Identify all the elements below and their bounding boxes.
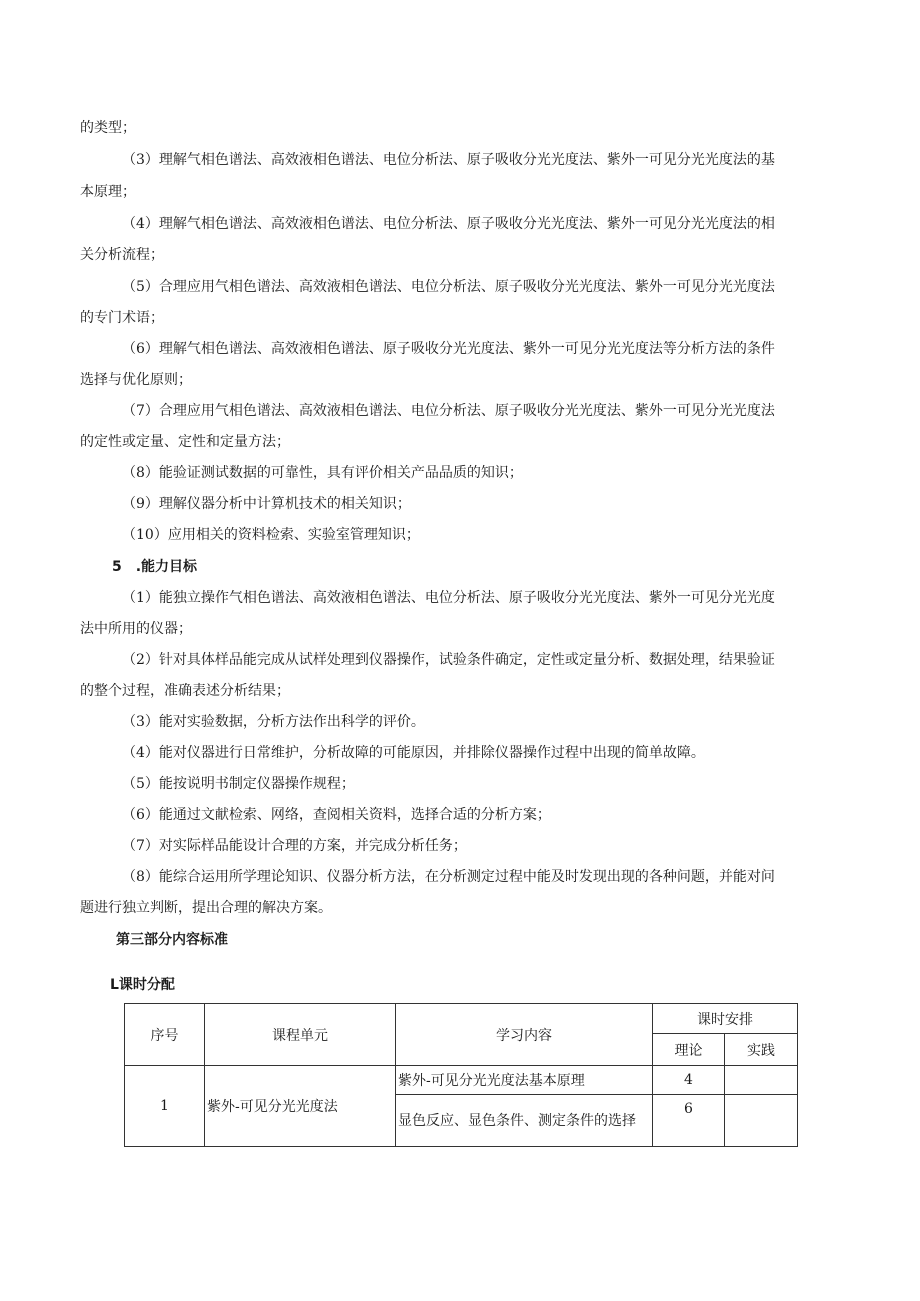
class-hours-table [124,1003,798,1147]
header-practice: 实践 [725,1034,798,1066]
text-line: （3）理解气相色谱法、高效液相色谱法、电位分析法、原子吸收分光光度法、紫外一可见分光光度法的基 [122,152,775,168]
subsection-title: L课时分配 [110,977,175,993]
text-line: 题进行独立判断，提出合理的解决方案。 [80,900,332,916]
text-line: 的整个过程，准确表述分析结果； [80,683,290,699]
text-line: （7）合理应用气相色谱法、高效液相色谱法、电位分析法、原子吸收分光光度法、紫外一可见分光光度法 [122,403,775,419]
text-line: 的专门术语； [80,310,164,326]
text-line: （5）能按说明书制定仪器操作规程； [122,776,355,792]
text-line: （8）能综合运用所学理论知识、仪器分析方法，在分析测定过程中能及时发现出现的各种问题，并能对问 [122,869,775,885]
cell-practice [725,1095,798,1147]
header-no: 序号 [125,1004,205,1066]
text-line: （4）理解气相色谱法、高效液相色谱法、电位分析法、原子吸收分光光度法、紫外一可见分光光度法的相 [122,216,775,232]
cell-no: 1 [125,1066,205,1147]
cell-theory: 4 [653,1066,725,1095]
text-line: 选择与优化原则； [80,372,192,388]
section-title: 第三部分内容标准 [116,932,228,948]
cell-unit: 紫外-可见分光光度法 [205,1066,396,1147]
text-line: （1）能独立操作气相色谱法、高效液相色谱法、电位分析法、原子吸收分光光度法、紫外一可见分光光度 [122,590,775,606]
header-theory: 理论 [653,1034,725,1066]
header-unit: 课程单元 [205,1004,396,1066]
text-line: （10）应用相关的资料检索、实验室管理知识； [122,527,420,543]
cell-content: 紫外-可见分光光度法基本原理 [396,1066,653,1095]
text-line: （7）对实际样品能设计合理的方案，并完成分析任务； [122,838,467,854]
table-row [125,1066,798,1095]
header-hours: 课时安排 [653,1004,798,1034]
text-line: 的类型； [80,120,136,136]
text-line: （4）能对仪器进行日常维护，分析故障的可能原因，并排除仪器操作过程中出现的简单故障。 [122,745,705,761]
text-line: 关分析流程； [80,247,164,263]
cell-theory: 6 [653,1095,725,1147]
cell-practice [725,1066,798,1095]
text-line: （3）能对实验数据，分析方法作出科学的评价。 [122,714,425,730]
header-content: 学习内容 [396,1004,653,1066]
text-line: （6）理解气相色谱法、高效液相色谱法、原子吸收分光光度法、紫外一可见分光光度法等分析方法的条件 [122,341,775,357]
text-line: 本原理； [80,184,136,200]
text-line: （2）针对具体样品能完成从试样处理到仪器操作，试验条件确定，定性或定量分析、数据处理，结果验证 [122,652,775,668]
heading-ability-goals: 5 .能力目标 [112,559,198,575]
text-line: （5）合理应用气相色谱法、高效液相色谱法、电位分析法、原子吸收分光光度法、紫外一可见分光光度法 [122,279,775,295]
cell-content: 显色反应、显色条件、测定条件的选择 [396,1095,653,1147]
table-header-row [125,1004,798,1034]
text-line: （6）能通过文献检索、网络，查阅相关资料，选择合适的分析方案； [122,807,551,823]
text-line: （8）能验证测试数据的可靠性，具有评价相关产品品质的知识； [122,465,523,481]
text-line: 的定性或定量、定性和定量方法； [80,434,290,450]
text-line: （9）理解仪器分析中计算机技术的相关知识； [122,496,411,512]
text-line: 法中所用的仪器； [80,621,192,637]
